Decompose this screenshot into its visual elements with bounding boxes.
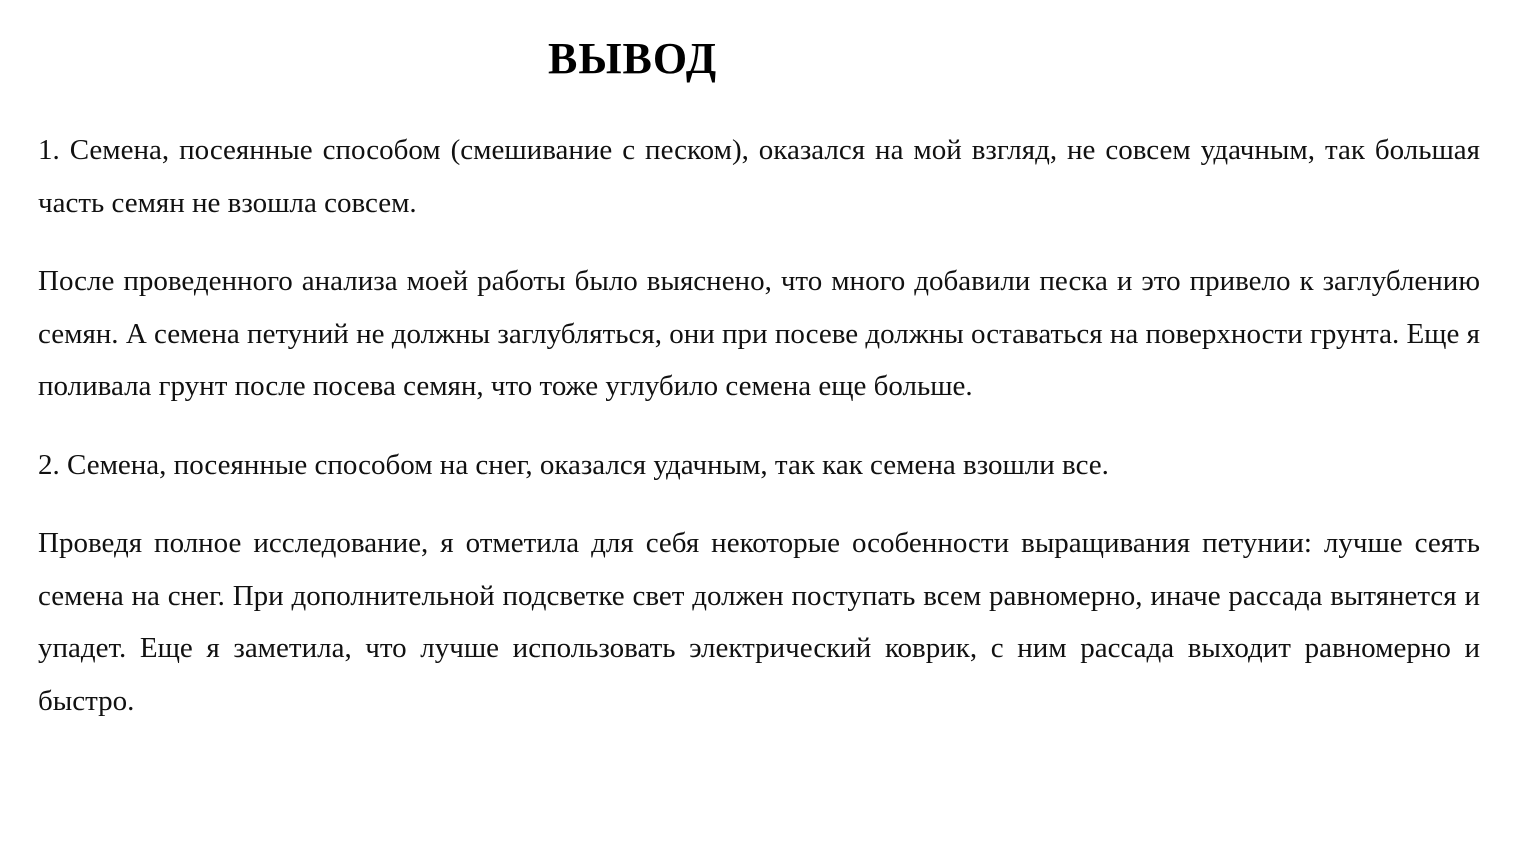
slide-body (38, 124, 1480, 727)
paragraph-conclusion-1: 1. Семена, посеянные способом (смешивание с песком), оказался на мой взгляд, не совсем удачным, так большая часть семян не взошла совсем. (38, 134, 1480, 219)
paragraph-findings: Проведя полное исследование, я отметила для себя некоторые особенности выращивания петунии: лучше сеять семена на снег. При дополнительной подсветке свет должен поступать всем равномерно, иначе рассада вытянется и упадет. Еще я заметила, что лучше использовать электрический коврик, с ним рассада выходит равномерно и быстро. (38, 527, 1480, 717)
paragraph-conclusion-2: 2. Семена, посеянные способом на снег, оказался удачным, так как семена взошли все. (38, 448, 1109, 481)
slide-title: ВЫВОД (548, 34, 718, 83)
paragraph-analysis: После проведенного анализа моей работы было выяснено, что много добавили песка и это привело к заглублению семян. А семена петуний не должны заглубляться, они при посеве должны оставаться на поверхности грунта. Еще я поливала грунт после посева семян, что тоже углубило семена еще больше. (38, 265, 1480, 402)
